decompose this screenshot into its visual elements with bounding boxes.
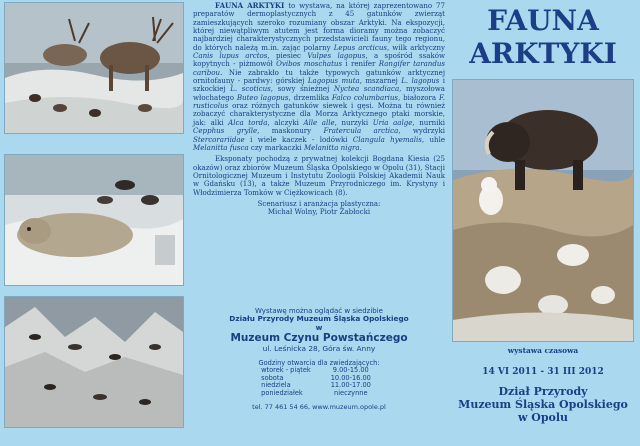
photo-seal-diorama <box>4 154 184 286</box>
museum-address: ul. Leśnicka 28, Góra św. Anny <box>262 343 376 353</box>
cover-org-line-2: Muzeum Śląska Opolskiego <box>458 398 628 411</box>
intro-paragraph: FAUNA ARKTYKI to wystawa, na której zaprezentowano 77 preparatów dermoplastycznych z 45 gatunków zwierząt zamieszkujących szeroko rozumiany obszar Arktyki. Na ekspozycji, której niewątpliwym atutem jest forma dioramy można zobaczyć najbardziej charakterystycznych przedstawicieli fauny tego regionu, do których należą m.in. zając polarny Lepus arcticus, wilk arktyczny Canis lupus arctos, piesiec Vulpes lagopus, a spośród ssaków kopytnych - piżmowół Ovibos moschatus i renifer Rangifer tarandus caribou. Nie zabrakło tu także typowych gatunków arktycznej ornitofauny - pardwy: górskiej Lagopus muta, mszarnej L. lagopus i szkockiej L. scoticus, sowy śnieżnej Nyctea scandiaca, myszołowa włochatego Buteo lagopus, drzemlika Falco columbarius, białozora F. rusticolus oraz różnych gatunków siewek i gęsi. Można tu również zobaczyć charakterystyczne dla Morza Arktycznego ptaki morskie, jak: alki Alca torda, alczyki Alle alle, nurzyki Uria aalge, nurniki Cepphus grylle, maskonury Fratercula arctica, wydrzyki Stercorariidae i wiele kaczek - lodówki Clangula hyemalis, uhle Melanitta fusca czy markaczki Melanitta nigra. <box>193 1 446 152</box>
hours-time: 9.00-15.00 <box>332 366 369 375</box>
exhibit-line-1: Wystawę można oglądać w siedzibie <box>255 307 383 315</box>
hours-time: 11.00-17.00 <box>330 381 371 390</box>
exhibit-department: Działu Przyrody Muzeum Śląska Opolskiego <box>229 314 409 324</box>
hours-table <box>261 367 377 397</box>
credits-label: Scenariusz i aranżacja plastyczna: <box>257 198 381 208</box>
contact-line: tel. 77 461 54 66, www.muzeum.opole.pl <box>252 403 386 412</box>
hours-day: wtorek - piątek <box>261 366 311 375</box>
cover-organization <box>446 385 640 424</box>
museum-name: Muzeum Czynu Powstańczego <box>230 331 408 344</box>
cover-title-line-1: FAUNA <box>487 4 599 37</box>
hours-day: sobota <box>261 373 284 382</box>
hours-row <box>261 390 377 397</box>
cover-title-line-2: ARKTYKI <box>469 37 617 70</box>
sources-paragraph: Eksponaty pochodzą z prywatnej kolekcji Bogdana Kiesia (25 okazów) oraz zbiorów Muzeum Śląska Opolskiego w Opolu (31), Stacji Ornitologicznej Muzeum i Instytutu Zoologii Polskiej Akademii Nauk w Gdańsku (13), a także Muzeum Przyrodniczego im. Krystyny i Włodzimierza Tomków w Ciężkowicach (8). <box>193 154 445 197</box>
hours-time: 10.00-16.00 <box>330 373 371 382</box>
exhibit-line-3: w <box>315 322 323 332</box>
photo-seabirds-diorama <box>4 296 184 428</box>
photo-muskox-diorama <box>452 79 634 342</box>
cover-dates: 14 VI 2011 - 31 III 2012 <box>482 367 604 377</box>
cover-org-line-3: w Opolu <box>517 411 569 424</box>
hours-day: niedziela <box>261 381 291 390</box>
cover-title <box>446 4 640 70</box>
hours-time: nieczynne <box>334 388 368 397</box>
credits-names: Michał Wolny, Piotr Zabłocki <box>267 207 371 217</box>
cover-subtitle: wystawa czasowa <box>507 346 579 355</box>
hours-title: Godziny otwarcia dla zwiedzających: <box>258 358 380 367</box>
photo-reindeer-diorama <box>4 2 184 134</box>
hours-day: poniedziałek <box>261 388 303 397</box>
cover-org-line-1: Dział Przyrody <box>498 385 588 398</box>
exhibit-info <box>193 307 445 411</box>
